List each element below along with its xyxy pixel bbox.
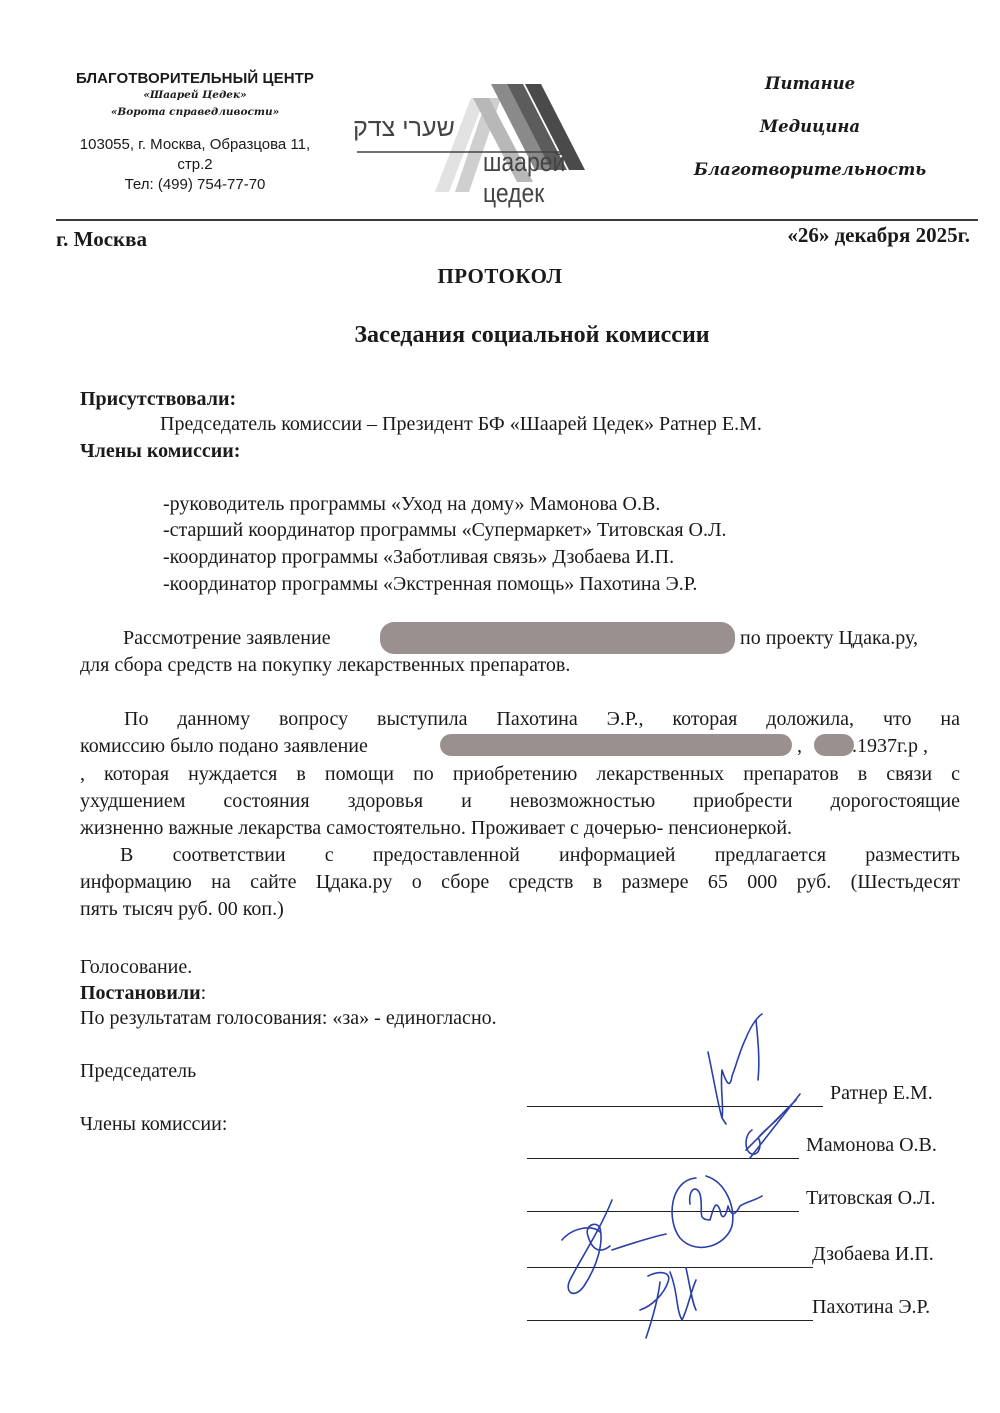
phone: Тел: (499) 754-77-70 — [124, 176, 266, 193]
logo — [345, 70, 645, 208]
tagline-nutrition: Питание — [764, 74, 856, 93]
redacted-birthdate — [814, 734, 854, 756]
signature-titovskaya — [672, 1176, 762, 1247]
org-name: «Шаарей Цедек» — [143, 89, 247, 101]
city: г. Москва — [56, 227, 147, 251]
redacted-name — [380, 622, 735, 654]
signature-ratner — [708, 1014, 762, 1124]
member-item: -координатор программы «Заботливая связь» Дзобаева И.П. — [163, 546, 675, 568]
redacted-applicant — [440, 734, 792, 756]
member-item: -координатор программы «Экстренная помощь» Пахотина Э.Р. — [163, 573, 698, 595]
org-block — [62, 70, 328, 195]
discussion-line-3: , которая нуждается в помощи по приобретению лекарственных препаратов в связи с — [80, 763, 960, 785]
logo-hebrew-text: שערי צדק — [353, 114, 455, 142]
chair-line: Председатель комиссии – Президент БФ «Шаарей Цедек» Ратнер Е.М. — [160, 413, 762, 435]
address-line-2: стр.2 — [177, 156, 213, 173]
discussion-line-4: ухудшением состояния здоровья и невозможностью приобрести дорогостоящие — [80, 790, 960, 812]
proposal-line-1: В соответствии с предоставленной информацией предлагается разместить — [120, 844, 960, 866]
agenda-line-2: для сбора средств на покупку лекарственных препаратов. — [80, 654, 571, 676]
org-motto: «Ворота справедливости» — [110, 106, 280, 118]
voting-result: По результатам голосования: «за» - единогласно. — [80, 1007, 497, 1029]
signer-name: Мамонова О.В. — [806, 1134, 937, 1156]
tagline-medicine: Медицина — [759, 117, 861, 136]
tagline-charity: Благотворительность — [693, 160, 927, 179]
org-title: БЛАГОТВОРИТЕЛЬНЫЙ ЦЕНТР — [75, 70, 314, 87]
member-item: -руководитель программы «Уход на дому» Мамонова О.В. — [163, 493, 661, 515]
proposal-line-3: пять тысяч руб. 00 коп.) — [80, 898, 284, 920]
chair-signature-label: Председатель — [80, 1060, 197, 1082]
signer-name: Дзобаева И.П. — [812, 1243, 934, 1265]
resolved-label: Постановили — [80, 982, 201, 1004]
agenda-line-1-end: по проекту Цдака.ру, — [740, 627, 918, 649]
discussion-line-2-sep: , — [797, 735, 802, 757]
member-item: -старший координатор программы «Супермаркет» Титовская О.Л. — [163, 519, 727, 541]
signer-name: Пахотина Э.Р. — [812, 1296, 931, 1318]
voting-label: Голосование. — [80, 956, 193, 978]
signer-name: Ратнер Е.М. — [830, 1082, 933, 1104]
resolved-line — [80, 980, 206, 1006]
org-address — [62, 135, 328, 195]
discussion-line-2-start: комиссию было подано заявление — [80, 735, 368, 757]
discussion-line-1: По данному вопросу выступила Пахотина Э.Р., которая доложила, что на — [124, 708, 960, 730]
signature-dzobaeva — [562, 1200, 666, 1293]
proposal-line-2: информацию на сайте Цдака.ру о сборе средств в размере 65 000 руб. (Шестьдесят — [80, 871, 960, 893]
signer-name: Титовская О.Л. — [806, 1187, 936, 1209]
present-label: Присутствовали: — [80, 388, 237, 410]
document-subtitle: Заседания социальной комиссии — [354, 322, 710, 348]
discussion-line-2-end: .1937г.р , — [852, 735, 928, 757]
members-label: Члены комиссии: — [80, 440, 241, 462]
resolved-colon: : — [200, 982, 207, 1004]
agenda-line-1-start: Рассмотрение заявление — [123, 627, 331, 649]
members-signature-label: Члены комиссии: — [80, 1113, 228, 1135]
logo-russian-text: шаарей цедек — [483, 147, 566, 208]
signature-mamonova — [746, 1094, 800, 1158]
address-line-1: 103055, г. Москва, Образцова 11, — [79, 136, 311, 153]
handwritten-signatures — [500, 1010, 980, 1340]
document-title: ПРОТОКОЛ — [437, 264, 563, 288]
signature-pakhotina — [640, 1268, 696, 1338]
document-date: «26» декабря 2025г. — [787, 223, 970, 247]
discussion-line-5: жизненно важные лекарства самостоятельно. Проживает с дочерью- пенсионеркой. — [80, 817, 793, 839]
header-divider — [56, 219, 978, 221]
